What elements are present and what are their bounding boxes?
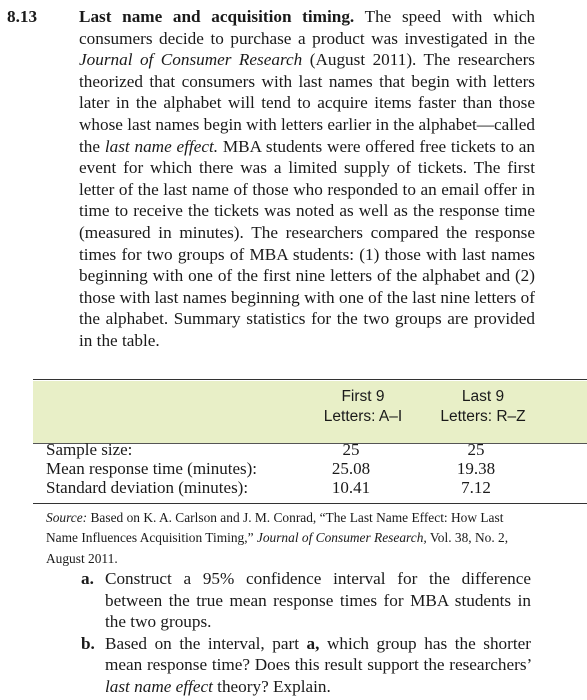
problem-text-part: MBA students were offered free tickets to an event for which there was a limited supply of tickets. The first letter of the last name of those who responded to an email offer in time to receive the tickets was noted as well as the response time (measured in minutes). The researchers compared the response times for two groups of MBA students: (1) those with last names beginning with one of the first nine letters of the alphabet and (2) those with last names beginning with one of the last nine letters of the alphabet. Summary statistics for the two groups are provided in the table. [79, 136, 535, 350]
last-name-effect-term: last name effect. [104, 136, 219, 156]
part-b-text: Based on the interval, part [105, 633, 307, 653]
cell-first-9: 25.08 [331, 459, 371, 478]
table-row [46, 459, 546, 478]
part-b-text: theory? Explain. [212, 676, 331, 696]
table-top-rule [33, 379, 587, 380]
problem-text-part: (August 2011). The researchers theorized that consumers with last names that begin with letters later in the alphabet will tend to acquire items faster than those whose last names begin with letters earlier in the alphabet—called the [79, 50, 535, 156]
table-body [46, 440, 546, 497]
problem-block [7, 6, 535, 352]
column-header-line: Last 9 [461, 388, 505, 405]
row-label: Standard deviation (minutes): [46, 478, 249, 497]
table-bottom-rule [33, 503, 587, 504]
journal-name: Journal of Consumer Research [79, 50, 303, 70]
part-a-text: Construct a 95% confidence interval for the difference between the true mean response times for MBA students in the two groups. [105, 569, 531, 632]
part-b [81, 633, 531, 698]
source-note [46, 508, 536, 569]
source-text: Based on K. A. Carlson and J. M. Conrad, “The Last Name Effect: How Last Name Influences Acquisition Timing,” [46, 510, 504, 546]
cell-last-9: 19.38 [456, 459, 496, 478]
cell-first-9: 25 [342, 440, 360, 459]
part-ref: a, [306, 633, 320, 653]
cell-last-9: 7.12 [461, 478, 491, 497]
part-a [81, 568, 531, 633]
column-header-line: Letters: A–I [323, 408, 403, 425]
column-header-first-9 [308, 387, 418, 427]
table-row [46, 478, 546, 497]
table-header [33, 381, 587, 443]
source-label: Source: [46, 510, 88, 525]
question-parts [81, 568, 531, 698]
last-name-effect-term: last name effect [105, 676, 213, 696]
column-header-line: Letters: R–Z [440, 408, 526, 425]
source-text: Vol. 38, No. 2, August 2011. [46, 530, 509, 566]
part-a-label: a. [81, 569, 94, 588]
column-header-last-9 [423, 387, 543, 427]
cell-last-9: 25 [467, 440, 485, 459]
source-journal: Journal of Consumer Research, [256, 530, 427, 546]
cell-first-9: 10.41 [331, 478, 371, 497]
problem-title: Last name and acquisition timing. [79, 7, 355, 26]
row-label: Mean response time (minutes): [46, 459, 258, 478]
column-header-line: First 9 [341, 388, 385, 405]
part-b-label: b. [81, 633, 95, 653]
problem-text [79, 6, 535, 352]
table-row [46, 440, 546, 459]
part-b-text: which group has the shorter mean response time? Does this result support the researchers’ [105, 633, 531, 675]
row-label: Sample size: [46, 440, 133, 459]
problem-text-part: The speed with which consumers decide to purchase a product was investigated in the [79, 7, 535, 48]
problem-number: 8.13 [7, 7, 38, 26]
